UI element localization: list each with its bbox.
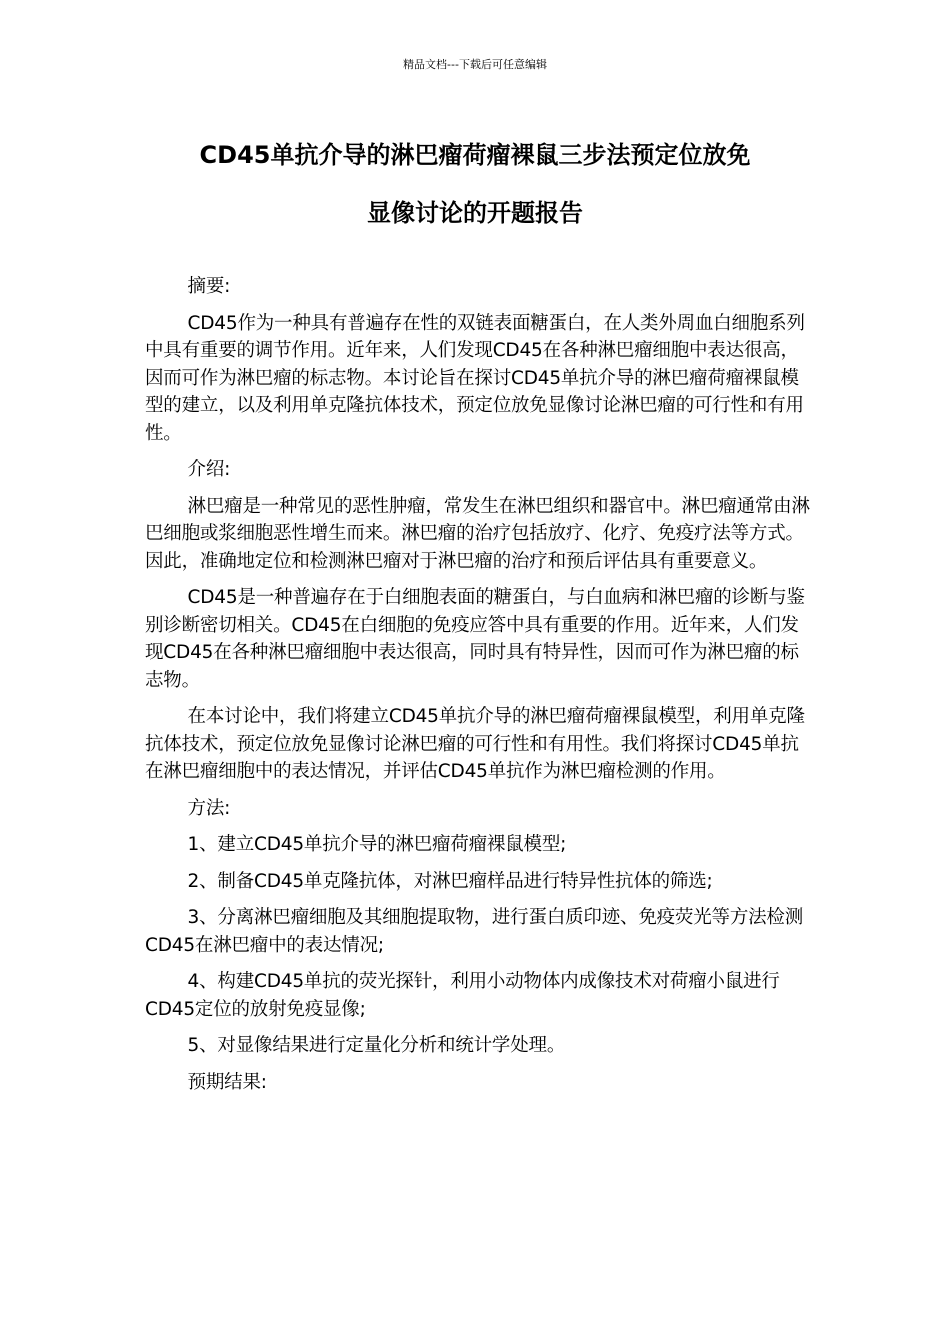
document-title-line-2: 显像讨论的开题报告 [367,199,583,227]
paragraph-introduction-3: 在本讨论中，我们将建立CD45单抗介导的淋巴瘤荷瘤裸鼠模型，利用单克隆抗体技术，预定位放免显像讨论淋巴瘤的可行性和有用性。我们将探讨CD45单抗在淋巴瘤细胞中的表达情况，并评估CD45单抗作为淋巴瘤检测的作用。 [145,706,805,782]
method-item-2: 2、制备CD45单克隆抗体，对淋巴瘤样品进行特异性抗体的筛选; [187,870,713,892]
document-title-line-1: CD45单抗介导的淋巴瘤荷瘤裸鼠三步法预定位放免 [199,141,751,169]
section-heading-methods: 方法: [187,797,231,819]
document-body [145,273,817,1105]
section-heading-expected-results: 预期结果: [187,1071,267,1093]
method-item-3: 3、分离淋巴瘤细胞及其细胞提取物，进行蛋白质印迹、免疫荧光等方法检测CD45在淋巴瘤中的表达情况; [145,907,804,956]
paragraph-introduction-2: CD45是一种普遍存在于白细胞表面的糖蛋白，与白血病和淋巴瘤的诊断与鉴别诊断密切相关。CD45在白细胞的免疫应答中具有重要的作用。近年来，人们发现CD45在各种淋巴瘤细胞中表达很高，同时具有特异性，因而可作为淋巴瘤的标志物。 [145,587,805,691]
method-item-5: 5、对显像结果进行定量化分析和统计学处理。 [187,1035,566,1056]
paragraph-introduction-1: 淋巴瘤是一种常见的恶性肿瘤，常发生在淋巴组织和器官中。淋巴瘤通常由淋巴细胞或浆细胞恶性增生而来。淋巴瘤的治疗包括放疗、化疗、免疫疗法等方式。因此，准确地定位和检测淋巴瘤对于淋巴瘤的治疗和预后评估具有重要意义。 [145,495,810,572]
section-heading-introduction: 介绍: [187,459,231,480]
page-header: 精品文档---下载后可任意编辑 [403,58,547,71]
section-heading-abstract: 摘要: [187,276,231,297]
method-item-4: 4、构建CD45单抗的荧光探针，利用小动物体内成像技术对荷瘤小鼠进行CD45定位的放射免疫显像; [145,971,780,1020]
paragraph-abstract: CD45作为一种具有普遍存在性的双链表面糖蛋白，在人类外周血白细胞系列中具有重要的调节作用。近年来，人们发现CD45在各种淋巴瘤细胞中表达很高，因而可作为淋巴瘤的标志物。本讨论旨在探讨CD45单抗介导的淋巴瘤荷瘤裸鼠模型的建立，以及利用单克隆抗体技术，预定位放免显像讨论淋巴瘤的可行性和有用性。 [145,312,805,444]
method-item-1: 1、建立CD45单抗介导的淋巴瘤荷瘤裸鼠模型; [187,834,567,855]
